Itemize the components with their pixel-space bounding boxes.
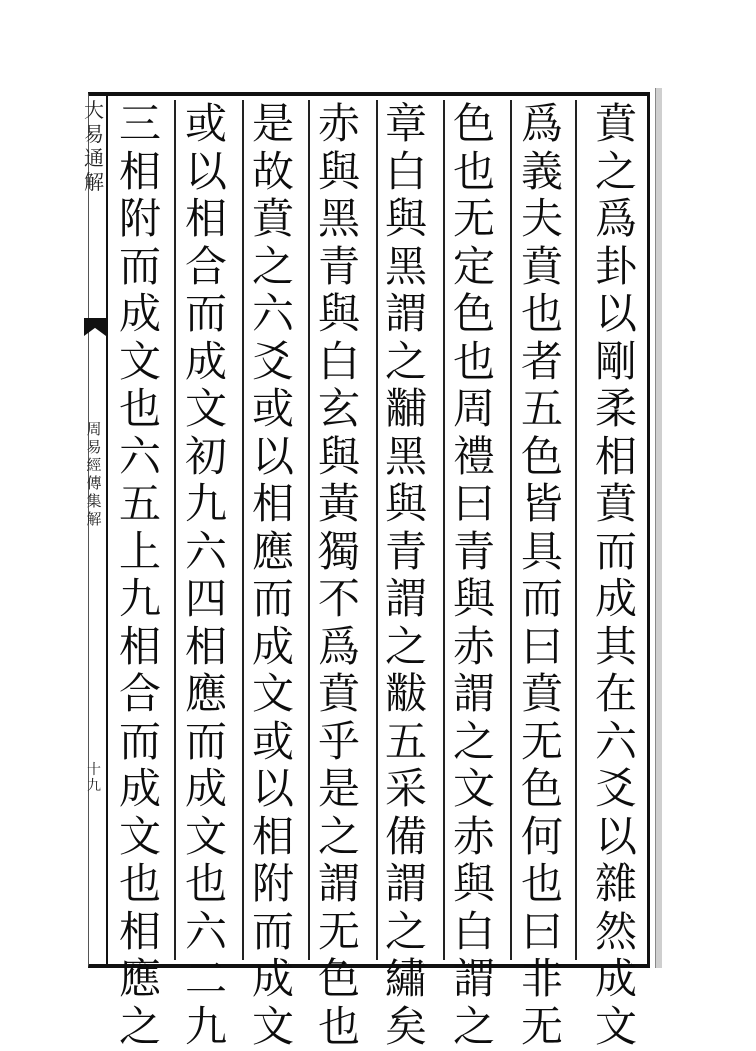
character: 是 [251,99,294,148]
character: 定 [452,241,495,291]
character: 文 [251,1001,294,1051]
character: 故 [251,146,294,196]
character: 六 [251,289,294,338]
character: 文 [118,811,161,861]
character: 成 [594,574,637,623]
character: 之 [251,241,294,291]
character: 色 [452,289,495,338]
character: 成 [594,954,637,1003]
character: 二 [184,954,227,1003]
character: 相 [118,621,161,671]
character: 五 [384,716,427,766]
character: 六 [184,526,227,576]
character: 爻 [251,336,294,386]
character: 无 [452,194,495,243]
character: 賁 [594,479,637,528]
character: 其 [594,621,637,671]
character: 周 [452,384,495,433]
text-column-1 [583,99,649,1051]
character: 而 [520,574,563,623]
character: 章 [384,99,427,148]
character: 賁 [251,194,294,243]
folio-number [85,762,103,794]
text-column-7 [173,99,239,1051]
character: 相 [118,906,161,956]
character: 乎 [317,716,360,766]
character: 獨 [317,526,360,576]
book-title [85,420,103,528]
character: 賁 [594,99,637,148]
character: 也 [118,859,161,908]
character: 之 [594,146,637,196]
character: 附 [251,859,294,908]
character: 矣 [384,1001,427,1051]
character: 色 [520,764,563,813]
character: 或 [251,716,294,766]
character: 也 [317,1001,360,1051]
character: 非 [520,954,563,1003]
character: 黑 [317,194,360,243]
character: 九 [184,479,227,528]
character: 曰 [520,906,563,956]
character: 黑 [384,241,427,291]
character: 黑 [384,431,427,481]
character: 與 [384,479,427,528]
character: 以 [594,811,637,861]
character: 或 [184,99,227,148]
character: 而 [251,574,294,623]
character: 文 [251,669,294,718]
character: 相 [184,621,227,671]
character: 青 [317,241,360,291]
character: 黻 [384,669,427,718]
character: 也 [452,146,495,196]
column-divider [443,100,445,960]
character: 而 [184,289,227,338]
text-column-4 [373,99,439,1051]
margin-character: 大 [84,98,104,122]
character: 也 [452,336,495,386]
character: 也 [520,859,563,908]
character: 无 [520,1001,563,1051]
column-divider [242,100,244,960]
character: 相 [251,479,294,528]
column-divider [510,100,512,960]
character: 之 [118,1001,161,1051]
margin-character: 經 [86,456,102,474]
character: 在 [594,669,637,718]
character: 與 [317,146,360,196]
margin-column [80,92,108,968]
character: 以 [251,764,294,813]
character: 爲 [520,99,563,148]
character: 而 [251,906,294,956]
character: 夫 [520,194,563,243]
character: 白 [317,336,360,386]
character: 而 [118,716,161,766]
character: 與 [384,194,427,243]
character: 剛 [594,336,637,386]
character: 之 [317,811,360,861]
character: 應 [251,526,294,576]
character: 與 [452,859,495,908]
character: 繡 [384,954,427,1003]
character: 五 [118,479,161,528]
character: 之 [452,716,495,766]
character: 赤 [452,621,495,671]
character: 爲 [594,194,637,243]
character: 文 [184,384,227,433]
character: 而 [594,526,637,576]
character: 成 [118,289,161,338]
character: 義 [520,146,563,196]
character: 相 [118,146,161,196]
character: 无 [520,716,563,766]
character: 色 [520,431,563,481]
character: 者 [520,336,563,386]
margin-character: 易 [84,122,104,146]
character: 色 [452,99,495,148]
character: 色 [317,954,360,1003]
character: 曰 [520,621,563,671]
character: 以 [251,431,294,481]
character: 不 [317,574,360,623]
character: 初 [184,431,227,481]
character: 備 [384,811,427,861]
character: 文 [594,1001,637,1051]
character: 然 [594,906,637,956]
text-column-6 [240,99,306,1051]
character: 爲 [317,621,360,671]
character: 賁 [520,241,563,291]
character: 白 [384,146,427,196]
character: 賁 [520,669,563,718]
character: 附 [118,194,161,243]
character: 是 [317,764,360,813]
margin-character: 周 [86,420,102,438]
column-divider [174,100,176,960]
character: 與 [452,574,495,623]
character: 成 [118,764,161,813]
character: 與 [317,431,360,481]
character: 黃 [317,479,360,528]
character: 而 [184,716,227,766]
character: 黼 [384,384,427,433]
character: 青 [384,526,427,576]
margin-character: 傳 [86,474,102,492]
character: 爻 [594,764,637,813]
character: 賁 [317,669,360,718]
character: 九 [118,574,161,623]
margin-character: 解 [86,510,102,528]
character: 謂 [452,669,495,718]
character: 雜 [594,859,637,908]
character: 謂 [384,859,427,908]
margin-character: 解 [84,170,104,194]
column-divider [308,100,310,960]
character: 文 [184,811,227,861]
character: 六 [594,716,637,766]
character: 赤 [452,811,495,861]
character: 青 [452,526,495,576]
character: 成 [251,954,294,1003]
character: 也 [520,289,563,338]
character: 或 [251,384,294,433]
character: 三 [118,99,161,148]
character: 應 [118,954,161,1003]
character: 曰 [452,479,495,528]
character: 采 [384,764,427,813]
character: 成 [251,621,294,671]
text-column-8 [107,99,173,1051]
character: 也 [184,859,227,908]
character: 四 [184,574,227,623]
character: 合 [184,241,227,291]
character: 而 [118,241,161,291]
character: 相 [594,431,637,481]
character: 九 [184,1001,227,1051]
character: 赤 [317,99,360,148]
margin-character: 通 [84,146,104,170]
character: 成 [184,764,227,813]
page-edge [655,88,662,968]
character: 禮 [452,431,495,481]
character: 何 [520,811,563,861]
margin-character: 十 [87,762,101,778]
text-column-5 [306,99,372,1051]
character: 謂 [384,574,427,623]
character: 上 [118,526,161,576]
character: 之 [452,1001,495,1051]
character: 謂 [452,954,495,1003]
character: 白 [452,906,495,956]
text-column-3 [441,99,507,1051]
character: 柔 [594,384,637,433]
margin-character: 易 [86,438,102,456]
character: 以 [594,289,637,338]
character: 成 [184,336,227,386]
character: 相 [251,811,294,861]
character: 六 [184,906,227,956]
text-column-2 [509,99,575,1051]
character: 謂 [317,859,360,908]
character: 謂 [384,289,427,338]
character: 合 [118,669,161,718]
column-divider [376,100,378,960]
character: 五 [520,384,563,433]
column-divider [575,100,577,960]
character: 无 [317,906,360,956]
character: 應 [184,669,227,718]
character: 相 [184,194,227,243]
character: 具 [520,526,563,576]
character: 玄 [317,384,360,433]
character: 六 [118,431,161,481]
character: 文 [118,336,161,386]
character: 之 [384,336,427,386]
margin-character: 九 [87,778,101,794]
character: 也 [118,384,161,433]
character: 文 [452,764,495,813]
margin-title [83,98,105,194]
character: 之 [384,906,427,956]
character: 卦 [594,241,637,291]
character: 以 [184,146,227,196]
character: 與 [317,289,360,338]
margin-character: 集 [86,492,102,510]
character: 皆 [520,479,563,528]
character: 之 [384,621,427,671]
